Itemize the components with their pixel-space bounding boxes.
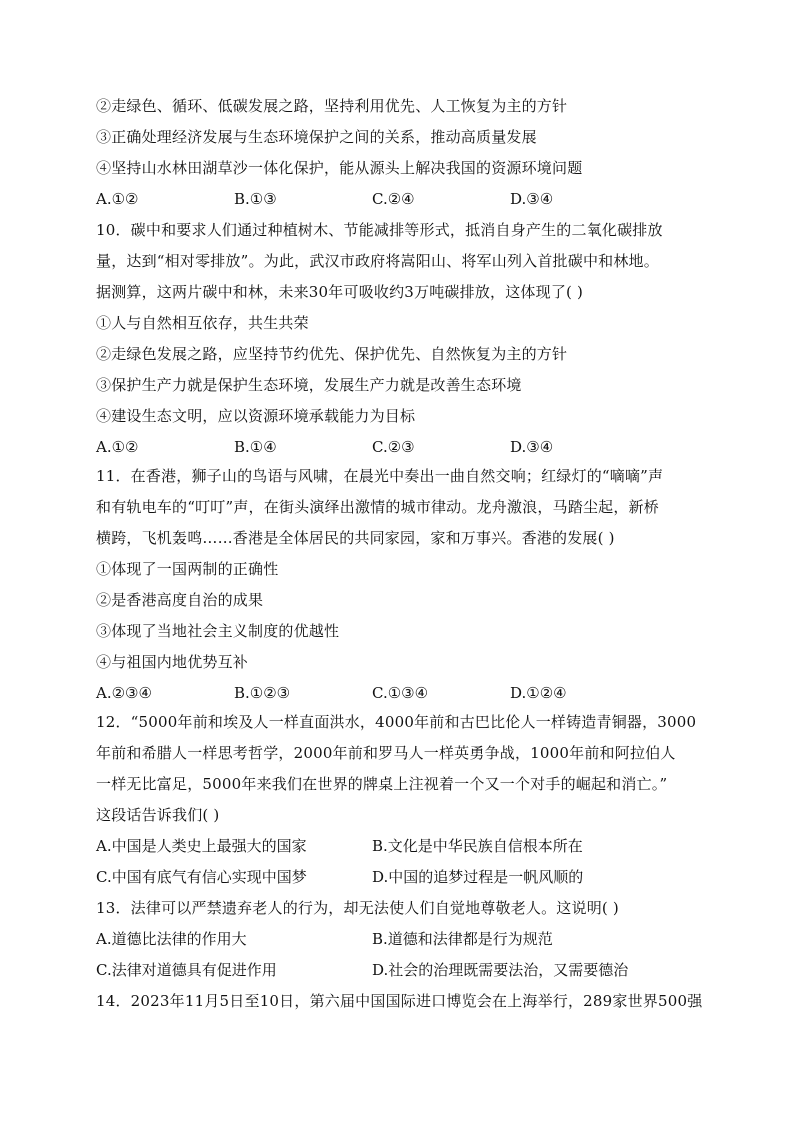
q14-stem: 14．2023年11月5日至10日，第六届中国国际进口博览会在上海举行，289家世界500强 bbox=[96, 992, 703, 1010]
q13-option-c[interactable]: C.法律对道德具有促进作用 bbox=[96, 961, 277, 979]
q12-option-c[interactable]: C.中国有底气有信心实现中国梦 bbox=[96, 868, 307, 886]
q10-item-4: ④建设生态文明，应以资源环境承载能力为目标 bbox=[96, 407, 416, 425]
q11-stem-line-3: 横跨，飞机轰鸣……香港是全体居民的共同家园，家和万事兴。香港的发展( ) bbox=[96, 529, 615, 547]
q11-item-4: ④与祖国内地优势互补 bbox=[96, 653, 249, 671]
q11-item-1: ①体现了一国两制的正确性 bbox=[96, 560, 279, 578]
q12-stem-line-4: 这段话告诉我们( ) bbox=[96, 806, 220, 824]
q10-option-b[interactable]: B.①④ bbox=[234, 438, 277, 456]
q11-option-a[interactable]: A.②③④ bbox=[96, 684, 152, 702]
q10-item-2: ②走绿色发展之路，应坚持节约优先、保护优先、自然恢复为主的方针 bbox=[96, 345, 568, 363]
q11-option-b[interactable]: B.①②③ bbox=[234, 684, 291, 702]
q12-option-a[interactable]: A.中国是人类史上最强大的国家 bbox=[96, 837, 307, 855]
q9-item-3: ③正确处理经济发展与生态环境保护之间的关系，推动高质量发展 bbox=[96, 128, 537, 146]
q13-option-b[interactable]: B.道德和法律都是行为规范 bbox=[372, 930, 553, 948]
q13-option-d[interactable]: D.社会的治理既需要法治，又需要德治 bbox=[372, 961, 629, 979]
q11-item-2: ②是香港高度自治的成果 bbox=[96, 591, 264, 609]
q10-option-a[interactable]: A.①② bbox=[96, 438, 139, 456]
q12-option-d[interactable]: D.中国的追梦过程是一帆风顺的 bbox=[372, 868, 584, 886]
q11-option-c[interactable]: C.①③④ bbox=[372, 684, 429, 702]
q10-item-1: ①人与自然相互依存，共生共荣 bbox=[96, 314, 309, 332]
q9-option-d[interactable]: D.③④ bbox=[510, 190, 554, 208]
q10-option-c[interactable]: C.②③ bbox=[372, 438, 415, 456]
q12-option-b[interactable]: B.文化是中华民族自信根本所在 bbox=[372, 837, 583, 855]
q12-stem-line-1: 12．“5000年前和埃及人一样直面洪水，4000年前和古巴比伦人一样铸造青铜器，3000 bbox=[96, 713, 697, 731]
q9-option-c[interactable]: C.②④ bbox=[372, 190, 415, 208]
q11-stem-line-2: 和有轨电车的“叮叮”声，在街头演绎出激情的城市律动。龙舟激浪，马踏尘起，新桥 bbox=[96, 498, 659, 516]
q9-option-b[interactable]: B.①③ bbox=[234, 190, 277, 208]
q9-option-a[interactable]: A.①② bbox=[96, 190, 139, 208]
q11-item-3: ③体现了当地社会主义制度的优越性 bbox=[96, 622, 340, 640]
q9-item-2: ②走绿色、循环、低碳发展之路，坚持利用优先、人工恢复为主的方针 bbox=[96, 97, 568, 115]
q13-option-a[interactable]: A.道德比法律的作用大 bbox=[96, 930, 247, 948]
q10-stem-line-2: 量，达到“相对零排放”。为此，武汉市政府将嵩阳山、将军山列入首批碳中和林地。 bbox=[96, 252, 659, 270]
q13-stem: 13．法律可以严禁遗弃老人的行为，却无法使人们自觉地尊敬老人。这说明( ) bbox=[96, 899, 619, 917]
q10-stem-line-3: 据测算，这两片碳中和林，未来30年可吸收约3万吨碳排放，这体现了( ) bbox=[96, 283, 584, 301]
q10-stem-line-1: 10．碳中和要求人们通过种植树木、节能减排等形式，抵消自身产生的二氧化碳排放 bbox=[96, 221, 663, 239]
q12-stem-line-2: 年前和希腊人一样思考哲学，2000年前和罗马人一样英勇争战，1000年前和阿拉伯人 bbox=[96, 744, 676, 762]
q11-stem-line-1: 11．在香港，狮子山的鸟语与风啸，在晨光中奏出一曲自然交响；红绿灯的“嘀嘀”声 bbox=[96, 467, 664, 485]
q12-stem-line-3: 一样无比富足，5000年来我们在世界的牌桌上注视着一个又一个对手的崛起和消亡。” bbox=[96, 775, 668, 793]
q9-item-4: ④坚持山水林田湖草沙一体化保护，能从源头上解决我国的资源环境问题 bbox=[96, 159, 583, 177]
q10-option-d[interactable]: D.③④ bbox=[510, 438, 554, 456]
q11-option-d[interactable]: D.①②④ bbox=[510, 684, 567, 702]
q10-item-3: ③保护生产力就是保护生态环境，发展生产力就是改善生态环境 bbox=[96, 376, 522, 394]
